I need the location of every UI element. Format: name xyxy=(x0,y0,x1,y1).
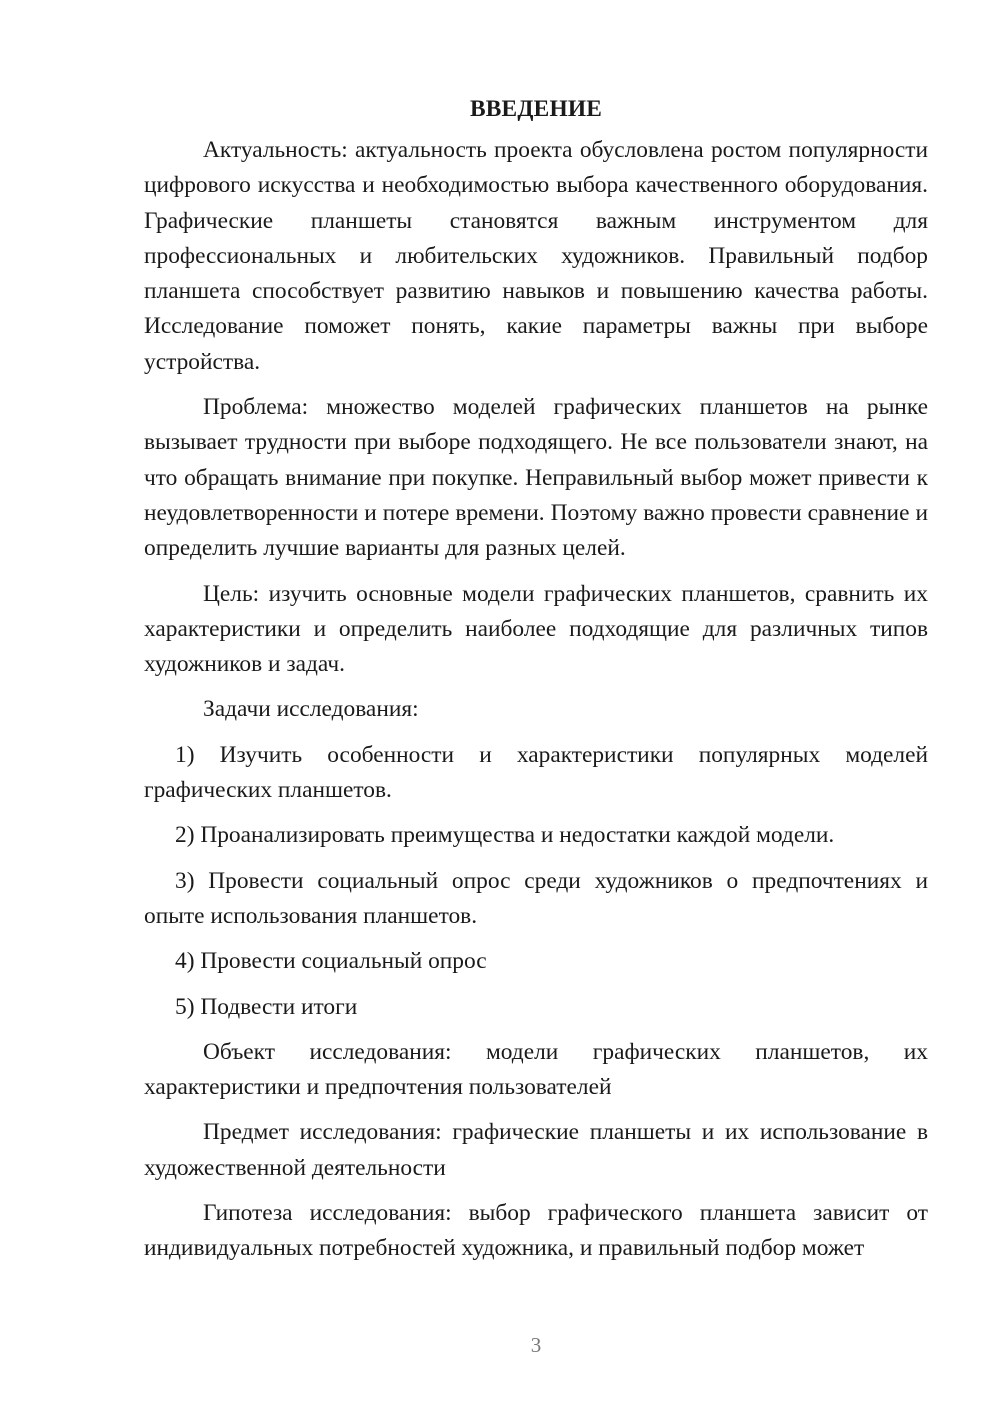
task-item-1: 1) Изучить особенности и характеристики популярных моделей графических планшетов. xyxy=(144,741,928,804)
task-item-2: 2) Проанализировать преимущества и недостатки каждой модели. xyxy=(175,822,835,849)
object-paragraph: Объект исследования: модели графических планшетов, их характеристики и предпочтения пользователей xyxy=(144,1038,928,1101)
section-title: ВВЕДЕНИЕ xyxy=(469,96,603,122)
tasks-heading: Задачи исследования: xyxy=(203,696,419,723)
page-number: 3 xyxy=(530,1333,542,1357)
task-item-3: 3) Провести социальный опрос среди художников о предпочтениях и опыте использования планшетов. xyxy=(144,867,928,929)
task-item-5: 5) Подвести итоги xyxy=(175,993,358,1020)
page-body xyxy=(144,92,928,1277)
relevance-paragraph: Актуальность: актуальность проекта обусловлена ростом популярности цифрового искусства и необходимостью выбора качественного оборудования. Графические планшеты становятся важным инструментом для профессиональных и любительских художников. Правильный подбор планшета способствует развитию навыков и повышению качества работы. Исследование поможет понять, какие параметры важны при выборе устройства. xyxy=(144,137,928,375)
hypothesis-paragraph: Гипотеза исследования: выбор графического планшета зависит от индивидуальных потребностей художника, и правильный подбор может xyxy=(144,1200,928,1262)
subject-paragraph: Предмет исследования: графические планшеты и их использование в художественной деятельности xyxy=(144,1119,928,1181)
task-item-4: 4) Провести социальный опрос xyxy=(175,948,487,975)
goal-paragraph: Цель: изучить основные модели графических планшетов, сравнить их характеристики и определить наиболее подходящие для различных типов художников и задач. xyxy=(144,580,928,678)
problem-paragraph: Проблема: множество моделей графических планшетов на рынке вызывает трудности при выборе подходящего. Не все пользователи знают, на что обращать внимание при покупке. Неправильный выбор может привести к неудовлетворенности и потере времени. Поэтому важно провести сравнение и определить лучшие варианты для разных целей. xyxy=(144,394,928,562)
